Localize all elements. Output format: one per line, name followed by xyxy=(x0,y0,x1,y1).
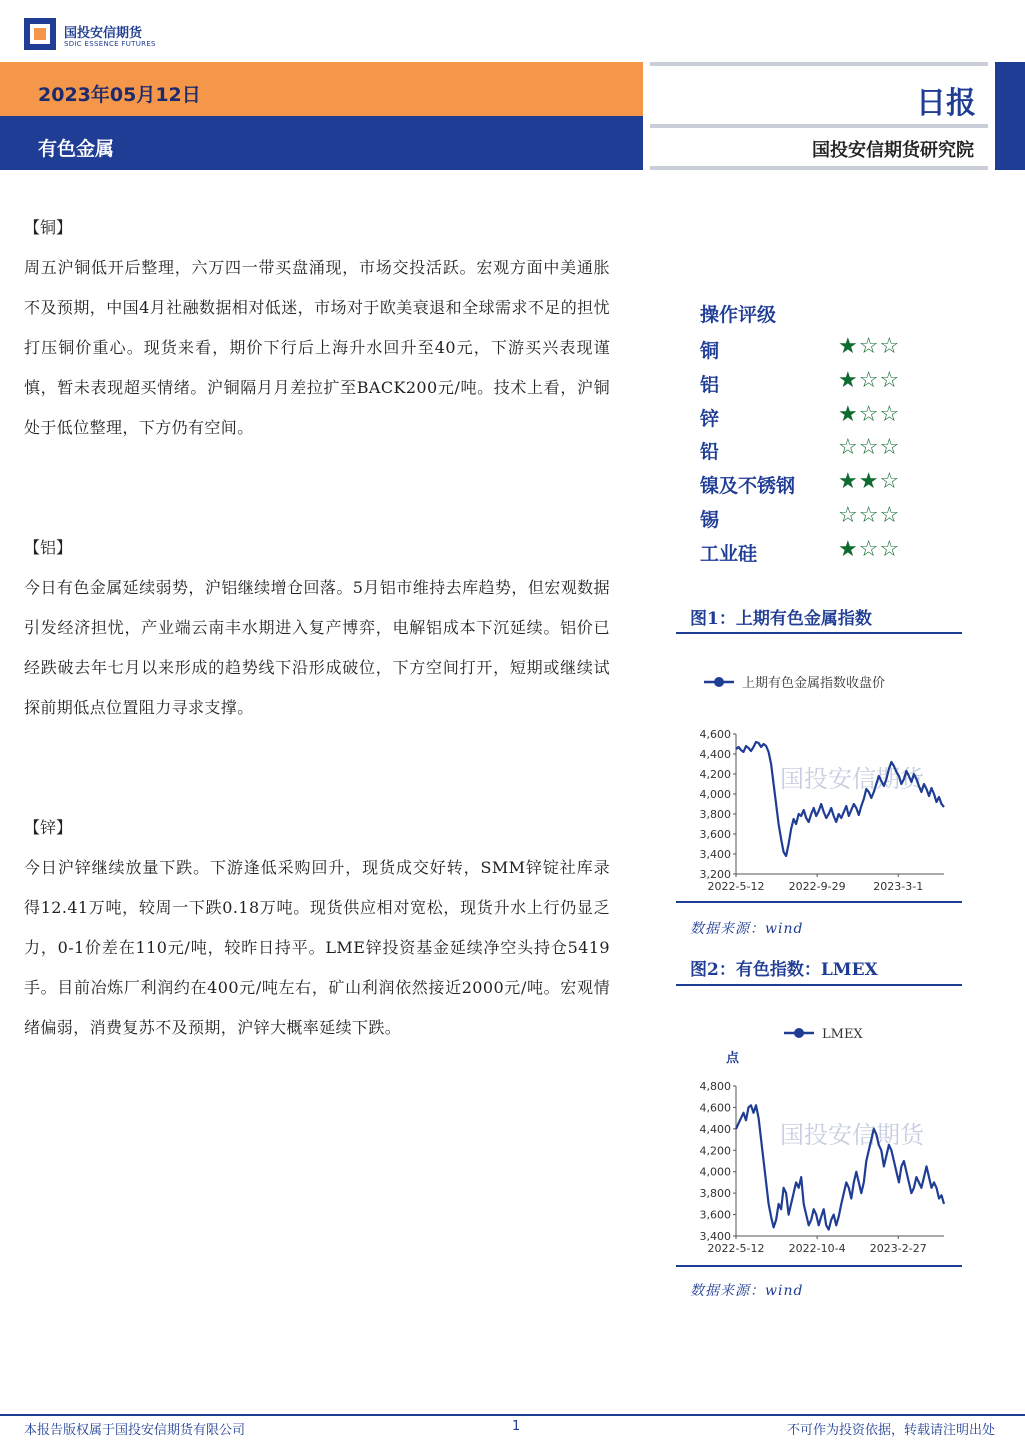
section-body: 今日有色金属延续弱势，沪铝继续增仓回落。5月铝市维持去库趋势，但宏观数据引发经济担忧，产业端云南丰水期进入复产博弈，电解铝成本下沉延续。铝价已经跌破去年七月以来形成的趋势线下沿形成破位，下方空间打开，短期或继续试探前期低点位置阻力寻求支撑。 xyxy=(24,578,610,717)
figure-2-chart xyxy=(676,1014,962,1264)
x-tick-label: 2022-9-29 xyxy=(788,880,846,893)
header-divider xyxy=(650,124,988,128)
rating-row xyxy=(700,501,930,535)
x-tick-label: 2022-5-12 xyxy=(707,880,765,893)
star-rating-icon: ★☆☆ xyxy=(838,367,901,393)
y-tick-label: 4,600 xyxy=(699,728,731,741)
y-tick-label: 3,600 xyxy=(699,828,731,841)
legend-marker xyxy=(714,677,724,687)
y-tick-label: 4,200 xyxy=(699,768,731,781)
y-tick-label: 4,400 xyxy=(699,748,731,761)
section-zinc xyxy=(24,808,610,1048)
figure-2-source: 数据来源：wind xyxy=(690,1283,804,1299)
page-number: 1 xyxy=(512,1419,521,1434)
section-aluminum xyxy=(24,528,610,728)
watermark-text: 国投安信期货 xyxy=(780,765,924,794)
section-body: 周五沪铜低开后整理，六万四一带买盘涌现，市场交投活跃。宏观方面中美通胀不及预期，中国4月社融数据相对低迷，市场对于欧美衰退和全球需求不足的担忧打压铜价重心。现货来看，期价下行后上海升水回升至40元，下游买兴表现谨慎，暂未表现超买情绪。沪铜隔月月差拉扩至BACK200元/吨。技术上看，沪铜处于低位整理，下方仍有空间。 xyxy=(24,258,610,437)
footer-disclaimer: 不可作为投资依据，转载请注明出处 xyxy=(786,1423,995,1438)
series-line xyxy=(736,742,944,856)
rating-row xyxy=(700,467,930,501)
x-tick-label: 2022-5-12 xyxy=(707,1242,765,1255)
x-tick-label: 2022-10-4 xyxy=(788,1242,846,1255)
star-rating-icon: ★☆☆ xyxy=(838,401,901,427)
report-type: 日报 xyxy=(916,86,976,121)
rating-panel xyxy=(700,300,930,569)
y-tick-label: 3,400 xyxy=(699,848,731,861)
rating-title: 操作评级 xyxy=(700,304,777,326)
rating-metal: 铅 xyxy=(700,441,720,464)
figure-1-source: 数据来源：wind xyxy=(690,921,804,937)
y-tick-label: 4,000 xyxy=(699,788,731,801)
header-divider xyxy=(650,62,988,66)
y-tick-label: 4,400 xyxy=(699,1122,731,1136)
y-tick-label: 4,200 xyxy=(699,1144,731,1158)
rating-metal: 锌 xyxy=(700,407,720,430)
y-axis-label: 点 xyxy=(726,1051,740,1066)
institute-name: 国投安信期货研究院 xyxy=(812,140,974,161)
section-copper xyxy=(24,208,610,448)
x-tick-label: 2023-3-1 xyxy=(873,880,924,893)
rating-row xyxy=(700,433,930,467)
rating-metal: 工业硅 xyxy=(700,542,758,565)
figure-1-title: 图1：上期有色金属指数 xyxy=(690,609,872,629)
company-logo xyxy=(24,16,174,52)
star-rating-icon: ☆☆☆ xyxy=(838,502,901,528)
star-rating-icon: ☆☆☆ xyxy=(838,435,901,461)
y-tick-label: 4,800 xyxy=(699,1080,731,1093)
rating-metal: 铜 xyxy=(700,340,720,362)
logo-name-cn: 国投安信期货 xyxy=(64,26,143,41)
date-bar xyxy=(0,62,643,116)
y-tick-label: 3,800 xyxy=(699,1187,731,1201)
logo-name-en: SDIC ESSENCE FUTURES xyxy=(64,40,156,48)
y-tick-label: 3,200 xyxy=(699,868,731,881)
y-tick-label: 3,800 xyxy=(699,808,731,821)
legend-label: LMEX xyxy=(822,1027,863,1042)
sector-bar xyxy=(0,116,643,170)
header-edge-block xyxy=(995,62,1025,170)
figure-2-rule-bottom xyxy=(676,1265,962,1267)
section-title: 【铜】 xyxy=(24,218,73,237)
x-tick-label: 2023-2-27 xyxy=(869,1242,927,1255)
rating-metal: 铝 xyxy=(700,373,720,396)
logo-mark-icon xyxy=(24,18,56,50)
rating-metal: 镍及不锈钢 xyxy=(700,475,796,498)
star-rating-icon: ★☆☆ xyxy=(838,334,901,359)
report-sector: 有色金属 xyxy=(38,138,115,160)
watermark-text: 国投安信期货 xyxy=(780,1121,924,1149)
rating-metal: 锡 xyxy=(700,508,720,531)
section-title: 【锌】 xyxy=(24,818,73,837)
report-header-right xyxy=(650,62,988,170)
legend-label: 上期有色金属指数收盘价 xyxy=(742,676,886,691)
figure-2-title: 图2：有色指数：LMEX xyxy=(690,960,878,980)
rating-row xyxy=(700,535,930,569)
section-title: 【铝】 xyxy=(24,538,73,557)
rating-row xyxy=(700,400,930,434)
figure-1-chart xyxy=(676,662,962,900)
header-divider xyxy=(650,166,988,170)
star-rating-icon: ★☆☆ xyxy=(838,536,901,562)
legend-marker xyxy=(794,1028,804,1038)
y-tick-label: 4,600 xyxy=(699,1101,731,1115)
y-tick-label: 3,400 xyxy=(699,1230,731,1243)
figure-1-rule xyxy=(676,632,962,634)
star-rating-icon: ★★☆ xyxy=(838,469,901,495)
y-tick-label: 4,000 xyxy=(699,1165,731,1179)
y-tick-label: 3,600 xyxy=(699,1208,731,1222)
footer-copyright: 本报告版权属于国投安信期货有限公司 xyxy=(24,1423,246,1438)
section-body: 今日沪锌继续放量下跌。下游逢低采购回升，现货成交好转，SMM锌锭社库录得12.41万吨，较周一下跌0.18万吨。现货供应相对宽松，现货升水上行仍显乏力，0-1价差在110元/吨，较昨日持平。LME锌投资基金延续净空头持仓5419手。目前冶炼厂利润约在400元/吨左右，矿山利润依然接近2000元/吨。宏观情绪偏弱，消费复苏不及预期，沪锌大概率延续下跌。 xyxy=(24,858,610,1037)
footer-rule xyxy=(0,1414,1025,1416)
report-date: 2023年05月12日 xyxy=(38,84,201,106)
figure-2-rule xyxy=(676,984,962,986)
rating-row xyxy=(700,332,930,366)
figure-1-rule-bottom xyxy=(676,901,962,903)
rating-row xyxy=(700,366,930,400)
